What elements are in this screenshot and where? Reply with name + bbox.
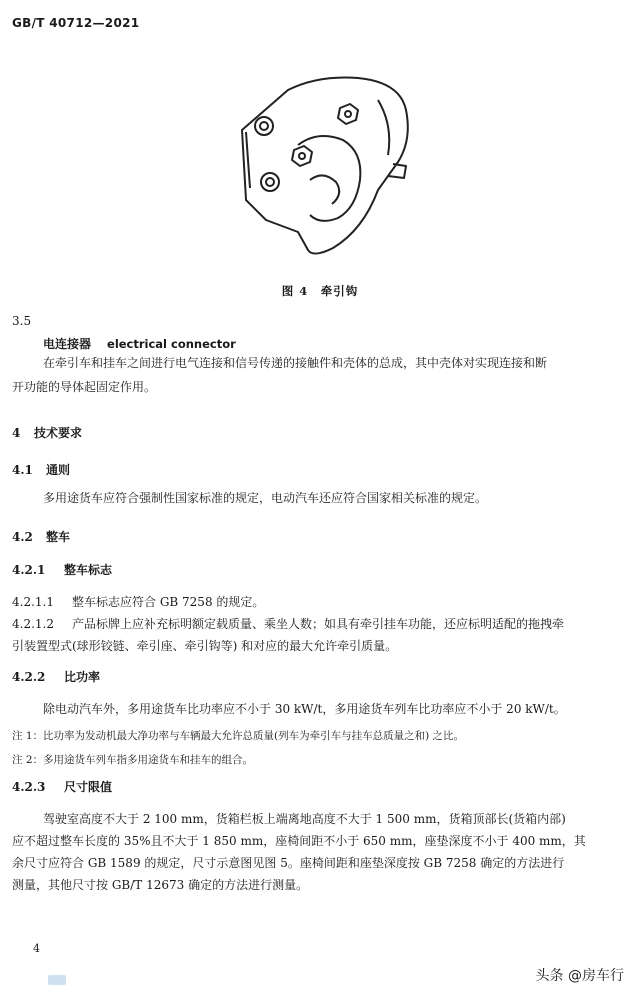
clause-4-2-1-2-line-1 <box>12 613 564 635</box>
clause-number: 4.2.1.1 <box>12 595 54 609</box>
section-4-2-3-line-1: 驾驶室高度不大于 2 100 mm，货箱栏板上端离地高度不大于 1 500 mm，货箱顶部长(货箱内部) <box>43 812 566 826</box>
tow-hook-illustration <box>228 70 428 270</box>
clause-text: 产品标牌上应补充标明额定载质量、乘坐人数；如具有牵引挂车功能，还应标明适配的拖拽牵 <box>72 617 565 631</box>
clause-number-3-5: 3.5 <box>12 314 32 328</box>
section-4-2-1-heading <box>12 561 112 578</box>
note-2: 注 2：多用途货车列车指多用途货车和挂车的组合。 <box>12 754 254 766</box>
section-number: 4 <box>12 426 21 440</box>
section-4-heading <box>12 424 82 441</box>
figure-caption: 图 4 牵引钩 <box>281 284 359 298</box>
term-chinese: 电连接器 <box>43 337 92 351</box>
section-4-2-3-line-2: 应不超过整车长度的 35%且不大于 1 850 mm，座椅间距不小于 650 mm，座垫深度不小于 400 mm，其 <box>12 834 586 848</box>
definition-line-2: 开功能的导体起固定作用。 <box>12 380 157 394</box>
page-number: 4 <box>33 942 40 955</box>
section-4-2-2-heading <box>12 668 100 685</box>
standard-code-header: GB/T 40712—2021 <box>12 16 140 30</box>
clause-4-2-1-2-line-2: 引装置型式(球形铰链、牵引座、牵引钩等) 和对应的最大允许牵引质量。 <box>12 639 398 653</box>
section-4-2-3-line-4: 测量，其他尺寸按 GB/T 12673 确定的方法进行测量。 <box>12 878 309 892</box>
section-4-1-heading <box>12 461 70 478</box>
section-4-1-text: 多用途货车应符合强制性国家标准的规定，电动汽车还应符合国家相关标准的规定。 <box>43 491 488 505</box>
section-title: 整车标志 <box>64 563 113 577</box>
section-title: 整车 <box>46 530 71 544</box>
clause-4-2-1-1 <box>12 591 264 613</box>
clause-number: 4.2.1.2 <box>12 617 54 631</box>
section-4-2-heading <box>12 528 70 545</box>
watermark: 头条 @房车行 <box>535 968 624 984</box>
term-english: electrical connector <box>107 337 236 351</box>
section-title: 尺寸限值 <box>64 780 113 794</box>
section-title: 比功率 <box>64 670 101 684</box>
section-number: 4.2.1 <box>12 563 46 577</box>
section-4-2-3-heading <box>12 778 112 795</box>
section-number: 4.2 <box>12 530 33 544</box>
section-number: 4.2.2 <box>12 670 46 684</box>
note-1: 注 1：比功率为发动机最大净功率与车辆最大允许总质量(列车为牵引车与挂车总质量之和) 之比。 <box>12 730 465 742</box>
section-number: 4.2.3 <box>12 780 46 794</box>
clause-text: 整车标志应符合 GB 7258 的规定。 <box>72 595 265 609</box>
term-heading <box>43 335 236 352</box>
section-number: 4.1 <box>12 463 33 477</box>
section-title: 技术要求 <box>34 426 83 440</box>
section-4-2-3-line-3: 余尺寸应符合 GB 1589 的规定，尺寸示意图见图 5。座椅间距和座垫深度按 GB 7258 确定的方法进行 <box>12 856 565 870</box>
section-title: 通则 <box>46 463 71 477</box>
definition-line-1: 在牵引车和挂车之间进行电气连接和信号传递的接触件和壳体的总成，其中壳体对实现连接和断 <box>43 356 548 370</box>
page-stamp-mark <box>48 975 66 985</box>
section-4-2-2-text: 除电动汽车外，多用途货车比功率应不小于 30 kW/t，多用途货车列车比功率应不小于 20 kW/t。 <box>43 702 566 716</box>
